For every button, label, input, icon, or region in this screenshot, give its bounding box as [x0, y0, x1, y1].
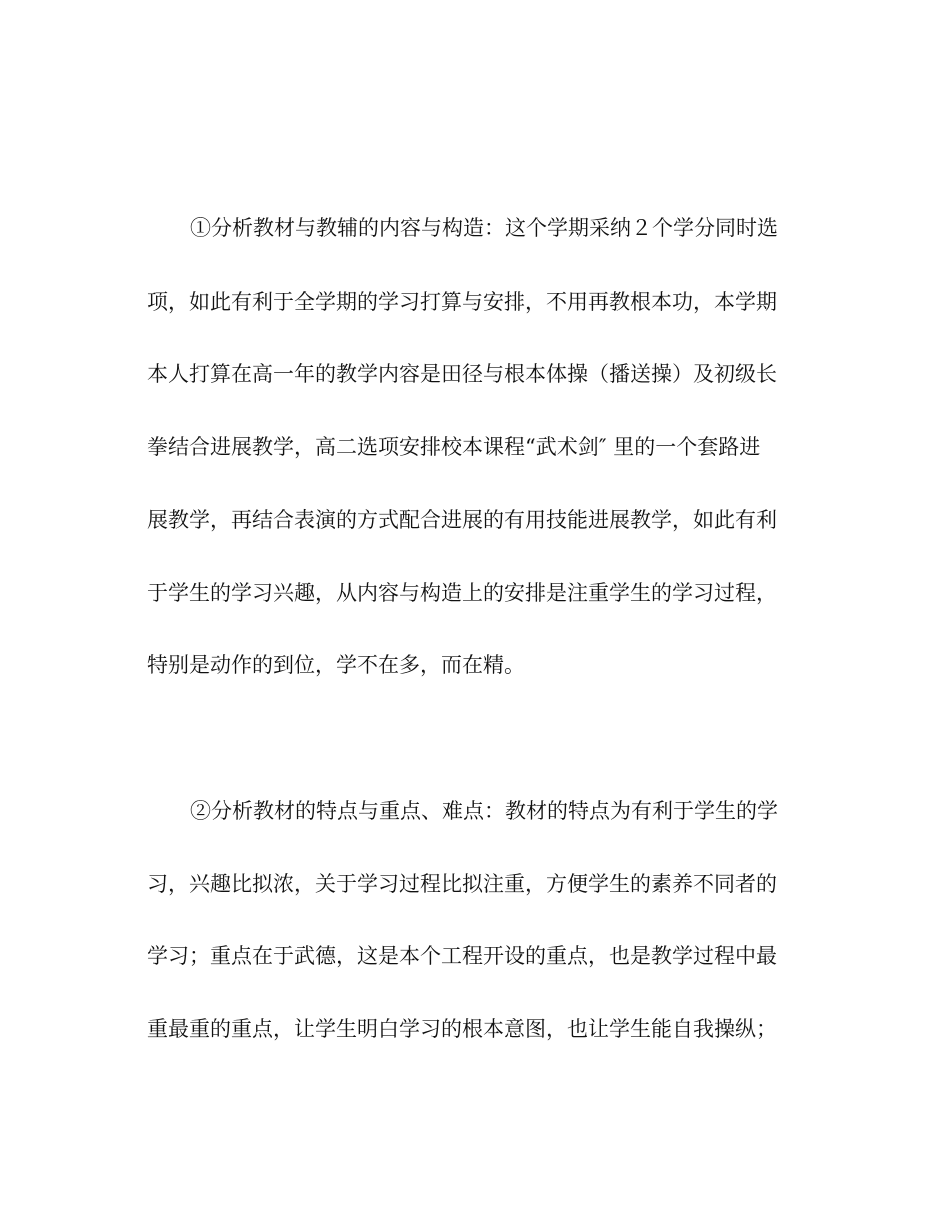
paragraph-line: 重最重的重点，让学生明白学习的根本意图，也让学生能自我操纵；	[147, 1017, 777, 1041]
paragraph-line: 于学生的学习兴趣，从内容与构造上的安排是注重学生的学习过程，	[147, 581, 777, 605]
paragraph-line: 本人打算在高一年的教学内容是田径与根本体操（播送操）及初级长	[147, 362, 777, 386]
paragraph-line: 项，如此有利于全学期的学习打算与安排，不用再教根本功，本学期	[147, 290, 777, 314]
paragraph-line: ②分析教材的特点与重点、难点：教材的特点为有利于学生的学	[190, 799, 778, 823]
paragraph-line: 特别是动作的到位，学不在多，而在精。	[147, 653, 525, 677]
paragraph-line: ①分析教材与教辅的内容与构造：这个学期采纳２个学分同时选	[190, 216, 778, 240]
paragraph-line: 拳结合进展教学，高二选项安排校本课程“武术剑″ 里的一个套路进	[147, 435, 761, 459]
paragraph-line: 习，兴趣比拟浓，关于学习过程比拟注重，方便学生的素养不同者的	[147, 872, 777, 896]
paragraph-line: 展教学，再结合表演的方式配合进展的有用技能进展教学，如此有利	[147, 508, 777, 532]
paragraph-line: 学习；重点在于武德，这是本个工程开设的重点，也是教学过程中最	[147, 944, 777, 968]
